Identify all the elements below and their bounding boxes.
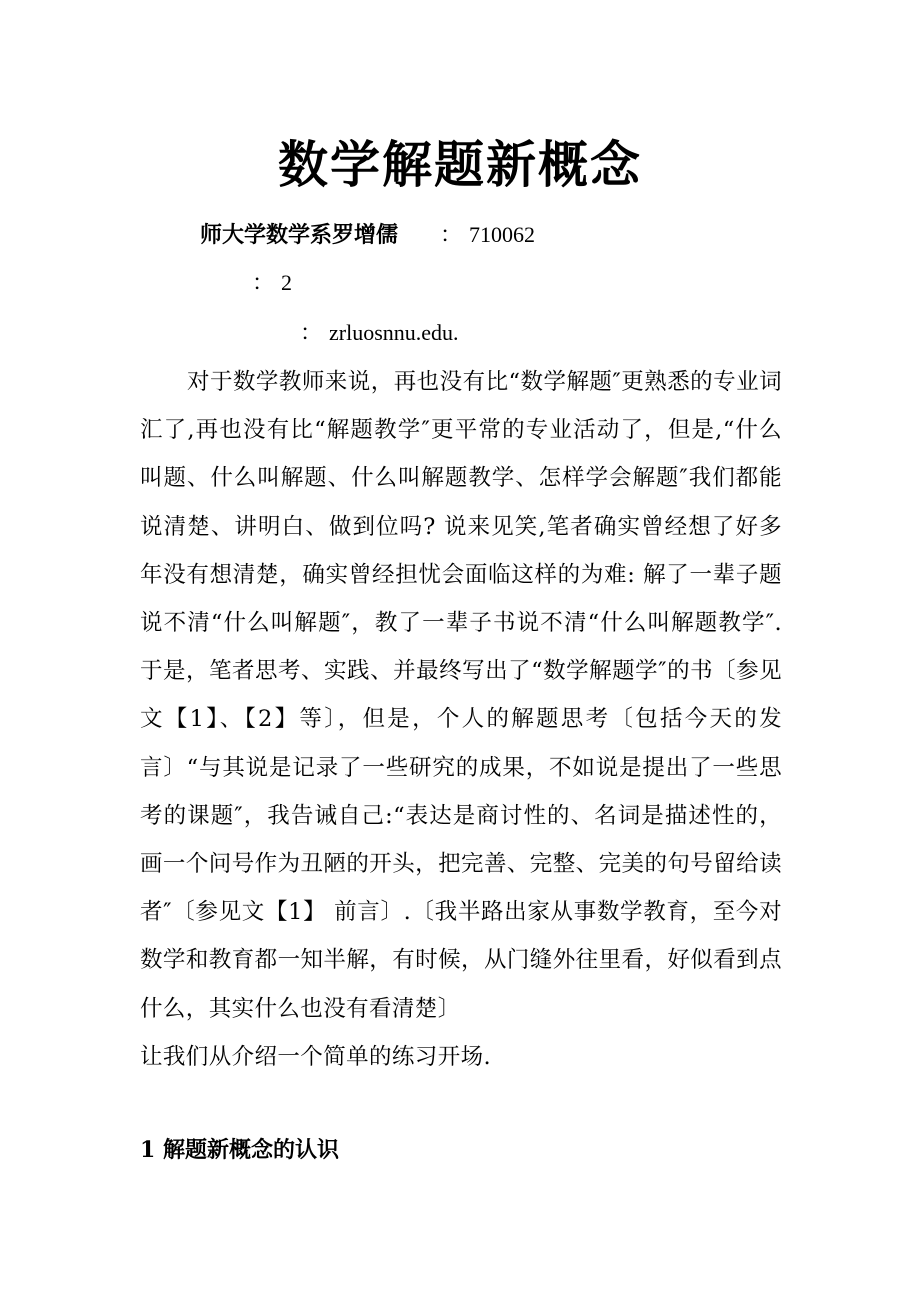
postcode-value: 710062: [469, 222, 536, 247]
author-line: [200, 220, 535, 251]
phone-value: 2: [281, 270, 293, 295]
email-value: zrluosnnu.edu.: [329, 320, 459, 345]
email-label: ：: [300, 321, 323, 346]
email-line: [300, 318, 459, 349]
body-paragraph: 对于数学教师来说，再也没有比“数学解题″更熟悉的专业词汇了,再也没有比“解题教学″更平常的专业活动了，但是,“什么叫题、什么叫解题、什么叫解题教学、怎样学会解题″我们都能说清楚、讲明白、做到位吗? 说来见笑,笔者确实曾经想了好多年没有想清楚，确实曾经担忧会面临这样的为难: 解了一辈子题说不清“什么叫解题″，教了一辈子书说不清“什么叫解题教学″. 于是，笔者思考、实践、并最终写出了“数学解题学″的书〔参见文【1】、【2】等〕，但是，个人的解题思考〔包括今天的发言〕“与其说是记录了一些研究的成果，不如说是提出了一些思考的课题″，我告诫自己:“表达是商讨性的、名词是描述性的，画一个问号作为丑陋的开头，把完善、完整、完美的句号留给读者″〔参见文【1】 前言〕.〔我半路出家从事数学教育，至今对数学和教育都一知半解，有时候，从门缝外往里看，好似看到点什么，其实什么也没有看清楚〕: [140, 369, 782, 1022]
section-heading: 1 解题新概念的认识: [140, 1137, 339, 1163]
phone-label: ：: [252, 271, 275, 296]
postcode-label: ：: [440, 223, 463, 248]
phone-line: [252, 268, 292, 299]
document-title: 数学解题新概念: [278, 135, 642, 194]
body-text: [140, 358, 782, 1081]
body-paragraph: 让我们从介绍一个简单的练习开场.: [140, 1043, 492, 1070]
author-name: 师大学数学系罗增儒: [200, 222, 399, 248]
